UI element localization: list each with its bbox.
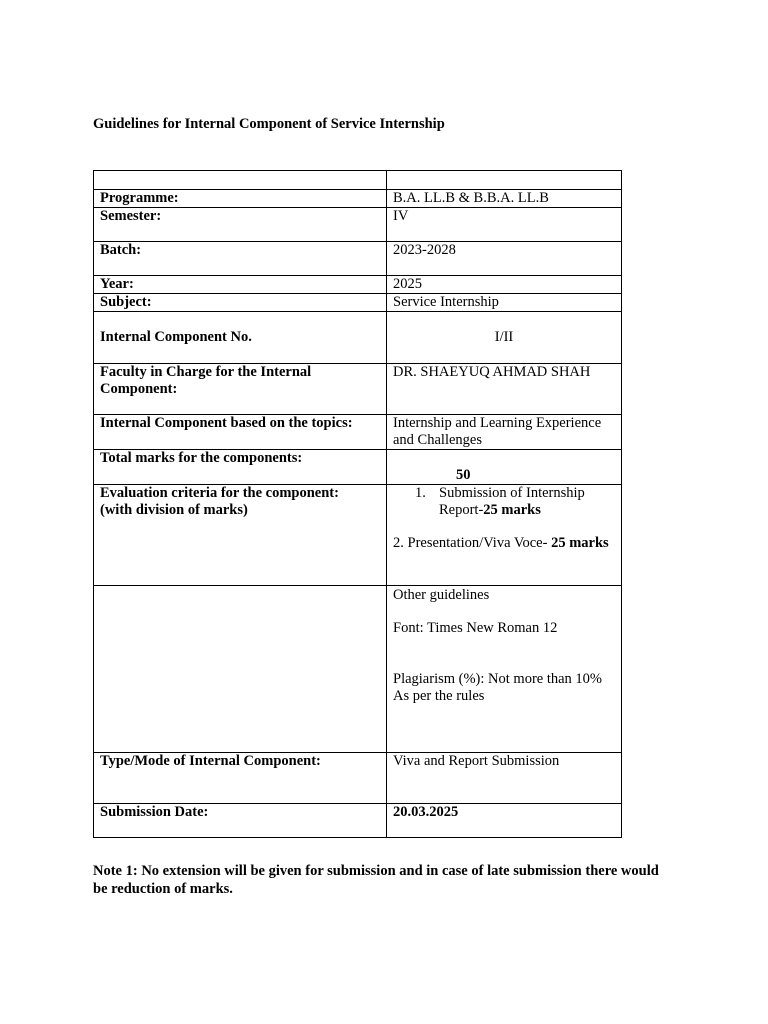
item1-marks: 25 marks <box>483 502 541 518</box>
other-guidelines-heading: Other guidelines <box>393 587 490 603</box>
table-row-evaluation <box>94 485 622 586</box>
table-row-component-no <box>94 312 622 364</box>
plagiarism-guideline: Plagiarism (%): Not more than 10% <box>393 671 602 687</box>
semester-label: Semester: <box>94 208 387 242</box>
empty-cell <box>94 586 387 753</box>
batch-label: Batch: <box>94 242 387 276</box>
faculty-label: Faculty in Charge for the Internal Component: <box>94 364 387 415</box>
total-marks-value <box>387 450 622 485</box>
mode-label: Type/Mode of Internal Component: <box>94 753 387 804</box>
rules-guideline: As per the rules <box>393 688 485 704</box>
other-guidelines-cell <box>387 586 622 753</box>
document-title: Guidelines for Internal Component of Service Internship <box>93 116 445 132</box>
total-marks-label: Total marks for the components: <box>94 450 387 485</box>
batch-value: 2023-2028 <box>387 242 622 276</box>
list-text <box>439 485 615 519</box>
subject-value: Service Internship <box>387 294 622 312</box>
evaluation-label-line2: (with division of marks) <box>100 502 248 518</box>
note-text: Note 1: No extension will be given for submission and in case of late submission there would be reduction of marks. <box>93 863 659 897</box>
table-row-subject <box>94 294 622 312</box>
table-row-programme <box>94 190 622 208</box>
evaluation-label <box>94 485 387 586</box>
table-row-faculty <box>94 364 622 415</box>
item2-text: 2. Presentation/Viva Voce- <box>393 535 552 551</box>
year-label: Year: <box>94 276 387 294</box>
evaluation-value <box>387 485 622 586</box>
topics-value: Internship and Learning Experience and Challenges <box>387 415 622 450</box>
table-row-mode <box>94 753 622 804</box>
item1-text: Submission of Internship Report- <box>439 485 585 518</box>
font-guideline: Font: Times New Roman 12 <box>393 620 558 636</box>
evaluation-label-line1: Evaluation criteria for the component: <box>100 485 339 501</box>
evaluation-item-1 <box>393 485 615 519</box>
submission-label: Submission Date: <box>94 804 387 838</box>
empty-cell <box>94 171 387 190</box>
table-row-submission <box>94 804 622 838</box>
topics-label: Internal Component based on the topics: <box>94 415 387 450</box>
submission-value: 20.03.2025 <box>387 804 622 838</box>
empty-cell <box>387 171 622 190</box>
faculty-value: DR. SHAEYUQ AHMAD SHAH <box>387 364 622 415</box>
guidelines-table <box>93 170 622 838</box>
table-row-topics <box>94 415 622 450</box>
component-no-value: I/II <box>387 312 622 364</box>
total-marks-number: 50 <box>456 467 471 483</box>
table-row-total-marks <box>94 450 622 485</box>
table-row <box>94 171 622 190</box>
mode-value: Viva and Report Submission <box>387 753 622 804</box>
year-value: 2025 <box>387 276 622 294</box>
semester-value: IV <box>387 208 622 242</box>
component-no-label: Internal Component No. <box>94 312 387 364</box>
programme-value: B.A. LL.B & B.B.A. LL.B <box>387 190 622 208</box>
table-row-batch <box>94 242 622 276</box>
table-row-year <box>94 276 622 294</box>
list-number: 1. <box>415 485 426 501</box>
table-row-other <box>94 586 622 753</box>
programme-label: Programme: <box>94 190 387 208</box>
evaluation-item-2 <box>393 535 615 552</box>
item2-marks: 25 marks <box>551 535 609 551</box>
subject-label: Subject: <box>94 294 387 312</box>
table-row-semester <box>94 208 622 242</box>
